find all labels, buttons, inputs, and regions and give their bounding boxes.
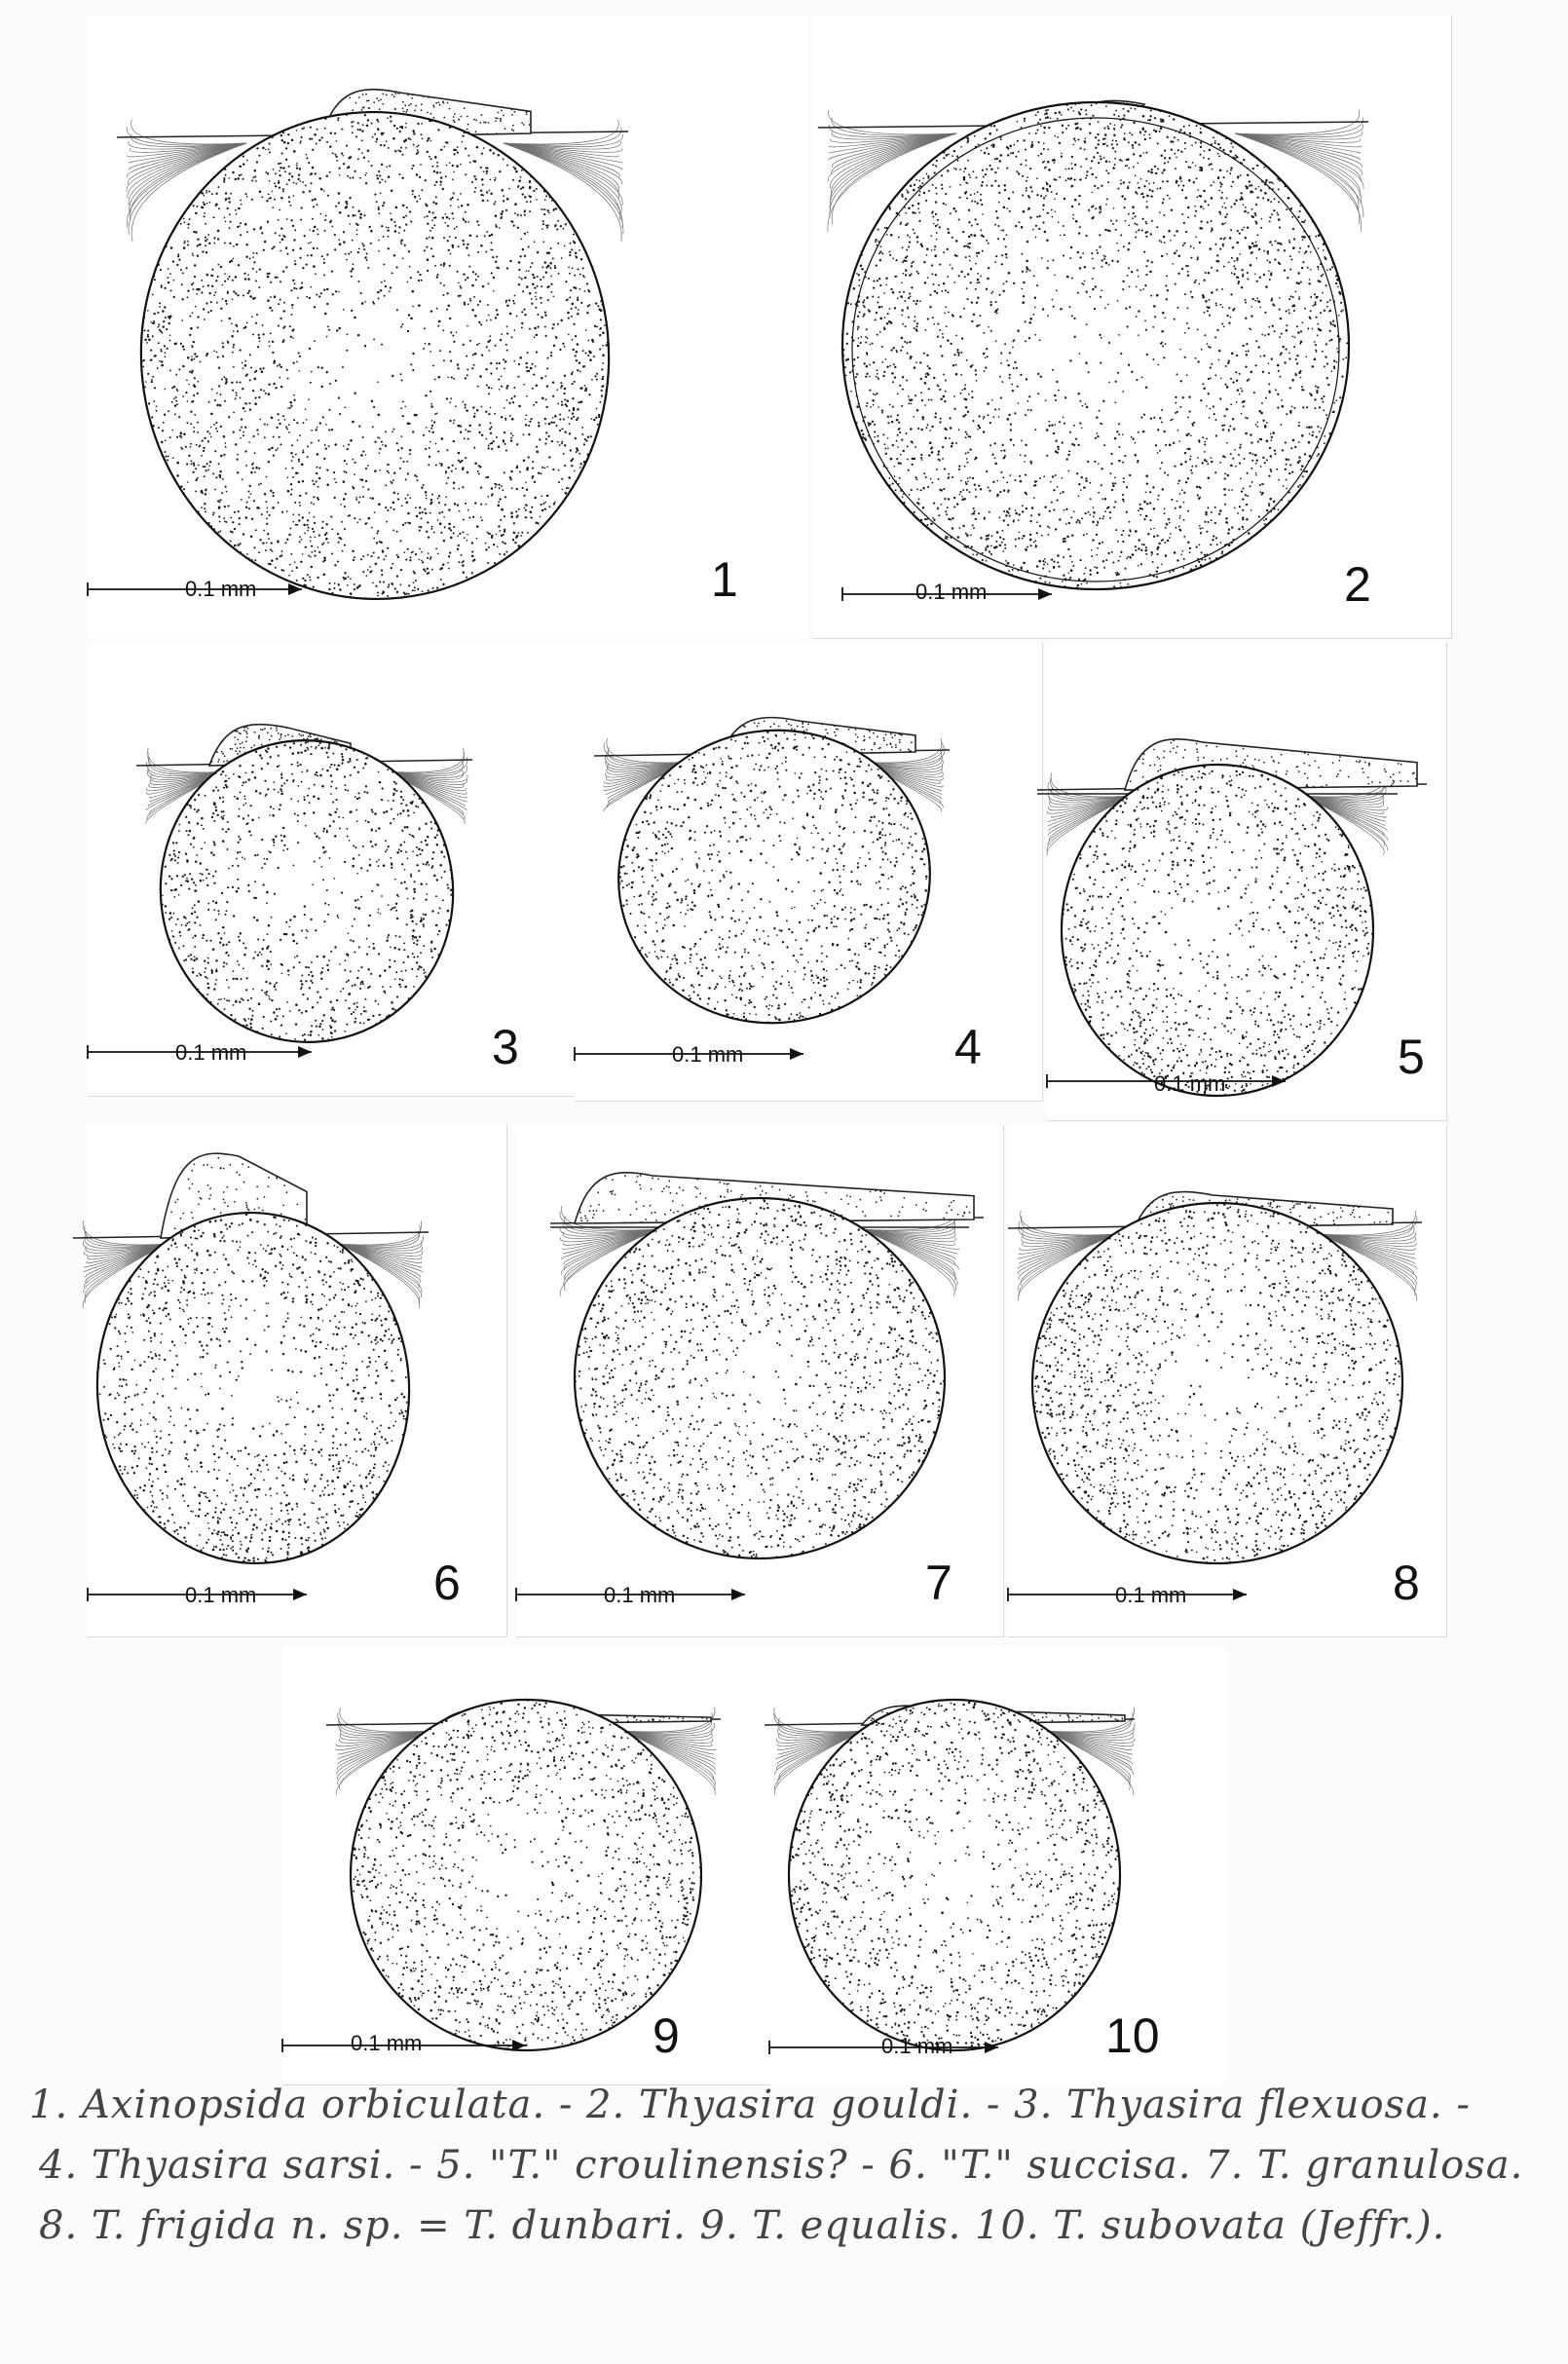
figure-2-drawing bbox=[813, 15, 1451, 638]
figure-2-number: 2 bbox=[1344, 557, 1371, 612]
figure-10-number: 10 bbox=[1105, 2008, 1160, 2063]
figure-3-scale-label: 0.1 mm bbox=[175, 1040, 247, 1065]
figure-10-scale-label: 0.1 mm bbox=[881, 2034, 953, 2058]
figure-8-drawing bbox=[1008, 1125, 1446, 1636]
figure-7-number: 7 bbox=[925, 1556, 952, 1610]
caption-line-2: 4. Thyasira sarsi. - 5. "T." croulinensis? - 6. "T." succisa. 7. T. granulosa. bbox=[39, 2143, 1524, 2188]
figure-6-scale-label: 0.1 mm bbox=[185, 1583, 257, 1607]
figure-10-panel bbox=[769, 1646, 1227, 2084]
figure-4-scale-label: 0.1 mm bbox=[672, 1042, 744, 1067]
figure-9-number: 9 bbox=[653, 2008, 680, 2063]
caption-line-1: 1. Axinopsida orbiculata. - 2. Thyasira gouldi. - 3. Thyasira flexuosa. - bbox=[29, 2083, 1471, 2127]
figure-4-panel bbox=[575, 643, 1043, 1102]
figure-5-number: 5 bbox=[1398, 1030, 1425, 1084]
figure-6-panel bbox=[88, 1125, 507, 1637]
figure-1-scale-label: 0.1 mm bbox=[185, 577, 257, 601]
figure-7-scale-label: 0.1 mm bbox=[604, 1583, 676, 1607]
figure-7-panel bbox=[516, 1125, 1004, 1637]
figure-9-panel bbox=[282, 1646, 770, 2085]
figure-8-number: 8 bbox=[1393, 1556, 1420, 1610]
figure-2-scale-label: 0.1 mm bbox=[915, 580, 988, 604]
figure-1-panel bbox=[88, 15, 808, 638]
figure-1-drawing bbox=[88, 15, 808, 638]
figure-3-panel bbox=[88, 643, 576, 1097]
plate-caption bbox=[29, 2075, 1539, 2256]
figure-5-drawing bbox=[1047, 643, 1446, 1120]
figure-9-drawing bbox=[282, 1646, 769, 2084]
figure-8-panel bbox=[1008, 1125, 1447, 1637]
figure-9-scale-label: 0.1 mm bbox=[351, 2031, 423, 2055]
figure-8-scale-label: 0.1 mm bbox=[1115, 1583, 1187, 1607]
figure-5-panel bbox=[1047, 643, 1447, 1121]
figure-2-panel bbox=[813, 15, 1452, 639]
figure-1-number: 1 bbox=[711, 552, 738, 607]
figure-3-number: 3 bbox=[492, 1020, 519, 1074]
figure-6-number: 6 bbox=[433, 1556, 461, 1610]
caption-line-3: 8. T. frigida n. sp. = T. dunbari. 9. T. equalis. 10. T. subovata (Jeffr.). bbox=[39, 2203, 1446, 2248]
figure-5-scale-label: 0.1 mm bbox=[1154, 1071, 1226, 1096]
figure-4-number: 4 bbox=[954, 1020, 982, 1074]
